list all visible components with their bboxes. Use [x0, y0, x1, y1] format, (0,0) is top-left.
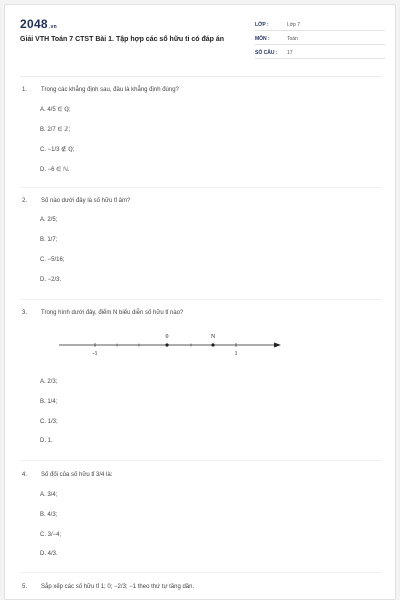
meta-key: SỐ CÂU :	[255, 50, 278, 56]
label-one: 1	[234, 351, 238, 357]
question-text: Trong hình dưới đây, điểm N biểu diễn số hữu tỉ nào?	[41, 310, 184, 316]
option-b[interactable]: B. 2/7 ∈ ℤ;	[40, 127, 71, 133]
option-d[interactable]: D. 4/3.	[40, 551, 58, 557]
option-d[interactable]: D. −6 ∈ ℕ.	[40, 167, 70, 173]
option-b[interactable]: B. 4/3;	[40, 512, 58, 518]
option-d[interactable]: D. 1.	[40, 438, 53, 444]
logo-suffix: .vn	[48, 24, 58, 30]
option-c[interactable]: C. 1/3;	[40, 419, 58, 425]
document-title: Giải VTH Toán 7 CTST Bài 1. Tập hợp các số hữu tỉ có đáp án	[20, 36, 225, 43]
meta-row-subject	[255, 33, 385, 45]
point-n	[211, 343, 214, 346]
question-number: 3.	[22, 310, 28, 316]
option-a[interactable]: A. 4/5 ∈ ℚ;	[40, 107, 71, 113]
header-divider	[20, 76, 382, 77]
option-c[interactable]: C. 3/−4;	[40, 532, 62, 538]
number-line-figure	[55, 330, 285, 366]
meta-value: Toán	[287, 36, 298, 42]
question-text: Trong các khẳng định sau, đâu là khẳng định đúng?	[41, 87, 179, 93]
document-page	[4, 4, 396, 600]
question-divider	[20, 187, 382, 188]
question-text: Số nào dưới đây là số hữu tỉ âm?	[41, 198, 131, 204]
point-zero	[165, 343, 168, 346]
question-number: 4.	[22, 472, 28, 478]
question-divider	[20, 299, 382, 300]
meta-value: 17	[287, 50, 293, 56]
option-c[interactable]: C. −1/3 ∉ ℚ;	[40, 147, 75, 153]
question-divider	[20, 572, 382, 573]
option-b[interactable]: B. 1/4;	[40, 399, 58, 405]
option-c[interactable]: C. −5/16;	[40, 257, 65, 263]
question-number: 2.	[22, 198, 28, 204]
logo-text: 2048	[20, 17, 48, 31]
meta-row-question-count	[255, 47, 385, 59]
site-logo[interactable]	[20, 17, 57, 31]
label-zero: 0	[165, 334, 169, 340]
question-text: Sắp xếp các số hữu tỉ 1; 0; −2/3; −1 theo thứ tự tăng dần.	[41, 584, 195, 590]
meta-key: LỚP :	[255, 22, 269, 28]
label-minus-one: -1	[92, 351, 98, 357]
meta-key: MÔN :	[255, 36, 270, 42]
option-d[interactable]: D. −2/3.	[40, 277, 62, 283]
document-meta	[255, 19, 385, 61]
question-number: 5.	[22, 584, 28, 590]
number-line-arrow-icon	[274, 343, 281, 348]
option-a[interactable]: A. 2/3;	[40, 379, 58, 385]
question-divider	[20, 460, 382, 461]
meta-value: Lớp 7	[287, 22, 301, 28]
option-a[interactable]: A. 3/4;	[40, 492, 58, 498]
option-b[interactable]: B. 1/7;	[40, 237, 58, 243]
question-number: 1.	[22, 87, 28, 93]
question-text: Số đối của số hữu tỉ 3/4 là:	[41, 472, 113, 478]
option-a[interactable]: A. 2/5;	[40, 217, 58, 223]
meta-row-grade	[255, 19, 385, 31]
label-n: N	[210, 334, 216, 340]
page-header	[5, 5, 395, 75]
